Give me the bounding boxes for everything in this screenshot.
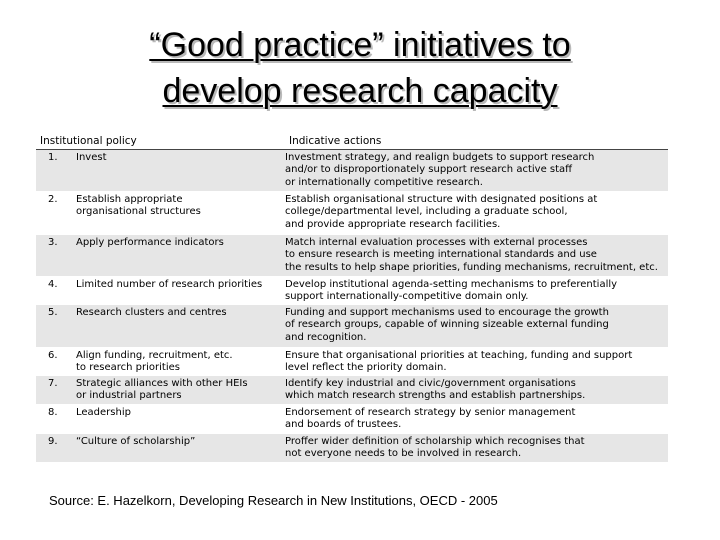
good-practice-table [36, 133, 668, 463]
policy-text: “Culture of scholarship” [76, 436, 196, 447]
row-number: 7. [48, 378, 58, 389]
policy-text: Leadership [76, 407, 131, 418]
policy-text: Invest [76, 152, 107, 163]
row-number: 9. [48, 436, 58, 447]
actions-cell: Funding and support mechanisms used to encourage the growth of research groups, capable of winning sizeable external funding and recognition. [285, 307, 609, 343]
header-indicative-actions: Indicative actions [289, 135, 382, 147]
table-row [36, 277, 668, 305]
policy-text: Research clusters and centres [76, 307, 227, 318]
policy-cell [36, 405, 285, 433]
table-row [36, 192, 668, 235]
row-number: 5. [48, 307, 58, 318]
slide-title-line-2: develop research capacity [162, 72, 558, 110]
table-row [36, 150, 668, 192]
row-number: 4. [48, 279, 58, 290]
table-row [36, 348, 668, 376]
policy-cell [36, 277, 285, 304]
policy-text: Strategic alliances with other HEIs or industrial partners [76, 378, 248, 402]
row-number: 1. [48, 152, 58, 163]
policy-cell [36, 150, 285, 191]
policy-text: Apply performance indicators [76, 237, 224, 248]
actions-cell: Develop institutional agenda-setting mechanisms to preferentially support internationally-competitive domain only. [285, 279, 618, 303]
table-row [36, 405, 668, 434]
slide-title [0, 22, 720, 114]
row-number: 2. [48, 194, 58, 205]
actions-cell: Endorsement of research strategy by senior management and boards of trustees. [285, 407, 576, 431]
policy-cell [36, 376, 285, 404]
actions-cell: Establish organisational structure with designated positions at college/departmental level, including a graduate school, and provide appropriate research facilities. [285, 194, 598, 230]
policy-text: Establish appropriate organisational structures [76, 194, 201, 218]
actions-cell: Investment strategy, and realign budgets to support research and/or to disproportionately support research active staff or internationally competitive research. [285, 152, 595, 188]
policy-cell [36, 192, 285, 234]
actions-cell: Ensure that organisational priorities at teaching, funding and support level reflect the priority domain. [285, 350, 633, 374]
policy-text: Align funding, recruitment, etc. to research priorities [76, 350, 233, 374]
policy-cell [36, 235, 285, 276]
policy-cell [36, 348, 285, 375]
row-number: 8. [48, 407, 58, 418]
header-institutional-policy: Institutional policy [40, 135, 137, 147]
source-citation: Source: E. Hazelkorn, Developing Research in New Institutions, OECD - 2005 [49, 493, 498, 508]
table-header [36, 133, 668, 150]
actions-cell: Match internal evaluation processes with external processes to ensure research is meeting international standards and use the results to help shape priorities, funding mechanisms, recruitment, etc. [285, 237, 658, 273]
actions-cell: Identify key industrial and civic/government organisations which match research strengths and establish partnerships. [285, 378, 586, 402]
policy-text: Limited number of research priorities [76, 279, 263, 290]
row-number: 6. [48, 350, 58, 361]
table-row [36, 235, 668, 277]
policy-cell [36, 434, 285, 462]
row-number: 3. [48, 237, 58, 248]
table-row [36, 376, 668, 405]
table-row [36, 434, 668, 463]
actions-cell: Proffer wider definition of scholarship which recognises that not everyone needs to be involved in research. [285, 436, 585, 460]
table-row [36, 305, 668, 348]
policy-cell [36, 305, 285, 347]
table-body [36, 150, 668, 463]
slide-title-line-1: “Good practice” initiatives to [149, 26, 571, 64]
